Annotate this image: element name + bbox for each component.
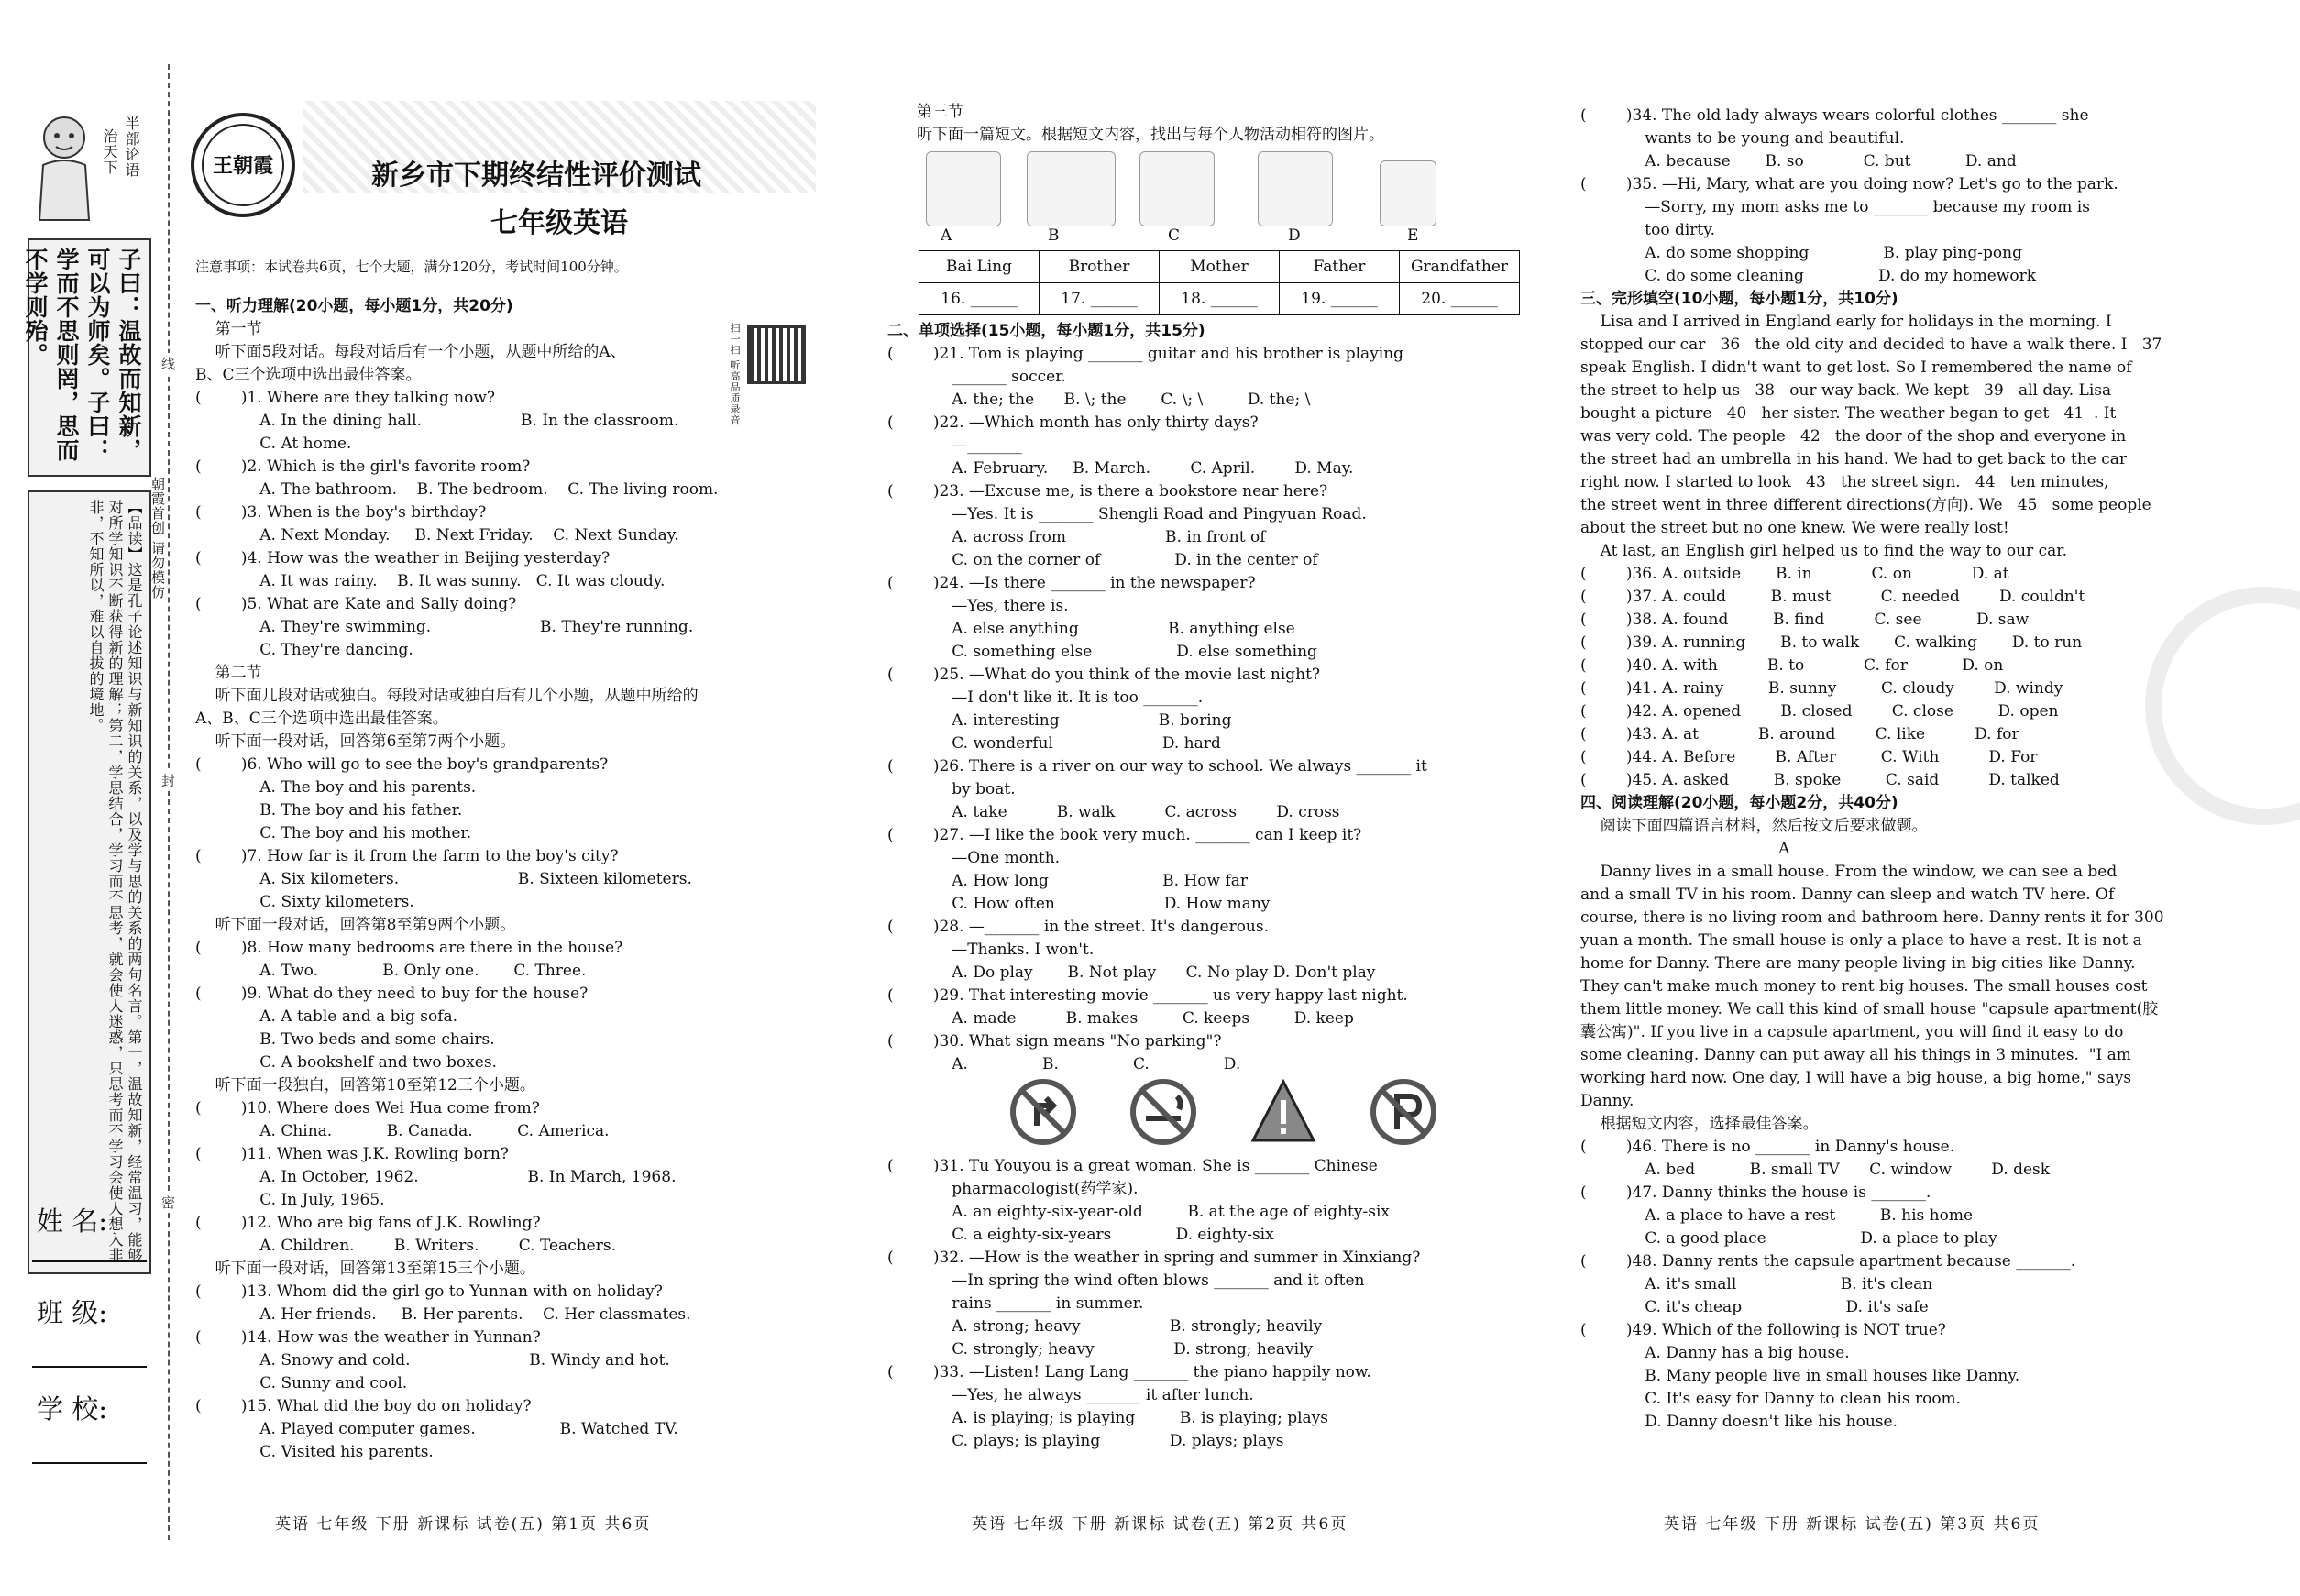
text-line: C. a eighty-six-years D. eighty-six (887, 1226, 1274, 1244)
text-line: ( )46. There is no _______ in Danny's house. (1580, 1138, 1955, 1156)
text-line: ( )45. A. asked B. spoke C. said D. talked (1580, 771, 2060, 789)
text-line: 听下面一段对话，回答第6至第7两个小题。 (195, 732, 516, 751)
text-line: B. The boy and his father. (195, 801, 463, 820)
text-line: ( )6. Who will go to see the boy's grandparents? (195, 755, 609, 774)
text-line: C. It's easy for Danny to clean his room. (1580, 1390, 1962, 1408)
text-line: ( )10. Where does Wei Hua come from? (195, 1099, 540, 1117)
text-line: ( )40. A. with B. to C. for D. on (1580, 656, 2004, 675)
text-line: ( )21. Tom is playing _______ guitar and his brother is playing (887, 345, 1404, 363)
text-line: 听下面一段独白，回答第10至第12三个小题。 (195, 1076, 535, 1095)
text-line: B、C三个选项中选出最佳答案。 (195, 366, 422, 384)
text-line: —_______ (887, 436, 1022, 455)
footer-page2: 英语 七年级 下册 新课标 试卷(五) 第2页 共6页 (972, 1515, 1348, 1534)
quote-box (22, 238, 151, 477)
text-line: C. do some cleaning D. do my homework (1580, 267, 2037, 285)
cut-line (168, 64, 170, 1540)
traffic-signs-row (887, 1076, 1511, 1155)
text-line: ( )28. —_______ in the street. It's dangerous. (887, 918, 1270, 936)
text-line: A. Her friends. B. Her parents. C. Her classmates. (195, 1305, 691, 1324)
text-line: ( )11. When was J.K. Rowling born? (195, 1145, 509, 1163)
text-line: A. Next Monday. B. Next Friday. C. Next Sunday. (195, 526, 679, 545)
text-line: A、B、C三个选项中选出最佳答案。 (195, 710, 448, 728)
text-line: A. The bathroom. B. The bedroom. C. The living room. (195, 480, 719, 499)
text-line: ( )14. How was the weather in Yunnan? (195, 1328, 541, 1347)
text-line: A. because B. so C. but D. and (1580, 152, 2017, 171)
pindu-text: 【品读】这是孔子论述知识与新知识的关系，以及学与思的关系的两句名言。第一，温故知新，经常温习，能够对所学知识不断获得新的理解；第二，学思结合，学习而不思考，就会使人迷惑，只思考而不学习会使人想入非非，不知所以，难以自拔的境地。 (87, 500, 143, 1263)
pic-label-e: E (1407, 226, 1419, 245)
picture-b-icon (1027, 151, 1116, 226)
text-line: 第二节 (195, 664, 262, 682)
text-line: A. Six kilometers. B. Sixteen kilometers. (195, 870, 692, 888)
text-line: 根据短文内容，选择最佳答案。 (1580, 1115, 1819, 1133)
text-line: A. take B. walk C. across D. cross (887, 803, 1340, 821)
listening-section3 (917, 101, 1503, 147)
text-line: them little money. We call this kind of small house "capsule apartment(胶 (1580, 1000, 2159, 1018)
text-line: C. something else D. else something (887, 643, 1317, 661)
text-line: rains _______ in summer. (887, 1294, 1144, 1313)
text-line: 第一节 (195, 320, 262, 338)
text-line: —I don't like it. It is too _______. (887, 688, 1204, 707)
text-line: A. Danny has a big house. (1580, 1344, 1850, 1362)
text-line: 阅读下面四篇语言材料，然后按文后要求做题。 (1580, 817, 1928, 835)
text-line: ( )49. Which of the following is NOT true? (1580, 1321, 1946, 1339)
section-heading: 三、完形填空(10小题，每小题1分，共10分) (1580, 290, 1898, 308)
text-line: the street went in three different directions(方向). We 45 some people (1580, 496, 2151, 514)
exam-note: 注意事项：本试卷共6页，七个大题，满分120分，考试时间100分钟。 (195, 259, 628, 275)
publisher-logo (188, 110, 298, 220)
answer-cell[interactable]: 17. ______ (1040, 283, 1160, 315)
text-line: was very cold. The people 42 the door of the shop and everyone in (1580, 427, 2127, 446)
binding-sidebar (22, 110, 151, 1595)
text-line: speak English. I didn't want to get lost. So I remembered the name of (1580, 358, 2132, 377)
text-line: ( )39. A. running B. to walk C. walking D. to run (1580, 633, 2083, 652)
text-line: C. on the corner of D. in the center of (887, 551, 1318, 569)
text-line: A. The boy and his parents. (195, 778, 477, 797)
text-line: D. Danny doesn't like his house. (1580, 1413, 1898, 1431)
text-line: —In spring the wind often blows _______ and it often (887, 1271, 1365, 1290)
text-line: working hard now. One day, I will have a big house, a big home," says (1580, 1069, 2132, 1087)
text-line: —Yes. It is _______ Shengli Road and Pingyuan Road. (887, 505, 1367, 523)
text-line: bought a picture 40 her sister. The weather began to get 41 . It (1580, 404, 2117, 423)
answer-cell[interactable]: 18. ______ (1160, 283, 1280, 315)
text-line: C. At home. (195, 435, 352, 453)
picture-e-icon (1380, 160, 1436, 226)
section-heading: 一、听力理解(20小题，每小题1分，共20分) (195, 297, 513, 315)
text-line: A. They're swimming. B. They're running. (195, 618, 694, 636)
text-line: ( )42. A. opened B. closed C. close D. open (1580, 702, 2059, 721)
text-line: B. Many people live in small houses like Danny. (1580, 1367, 2020, 1385)
text-line: A. A table and a big sofa. (195, 1007, 458, 1026)
exam-title: 新乡市下期终结性评价测试 (371, 160, 701, 192)
seal-text: 半部论语 (123, 116, 140, 178)
table-name: Grandfather (1400, 251, 1520, 283)
text-line: C. How often D. How many (887, 895, 1271, 913)
text-line: Lisa and I arrived in England early for holidays in the morning. I (1580, 313, 2112, 331)
text-line: A. a place to have a rest B. his home (1580, 1206, 1974, 1225)
no-left-turn-sign-icon (1009, 1078, 1077, 1146)
text-line: A. Two. B. Only one. C. Three. (195, 962, 587, 980)
answer-cell[interactable]: 20. ______ (1400, 283, 1520, 315)
text-line: —One month. (887, 849, 1061, 867)
text-line: ( )26. There is a river on our way to school. We always _______ it (887, 757, 1427, 776)
section3-instr: 听下面一篇短文。根据短文内容，找出与每个人物活动相符的图片。 (917, 126, 1384, 144)
page3-column (1580, 105, 2213, 1434)
text-line: —Yes, there is. (887, 597, 1069, 615)
text-line: A. an eighty-six-year-old B. at the age of eighty-six (887, 1203, 1390, 1221)
text-line: some cleaning. Danny can put away all his things in 3 minutes. "I am (1580, 1046, 2131, 1064)
text-line: ( )3. When is the boy's birthday? (195, 503, 487, 522)
footer-page3: 英语 七年级 下册 新课标 试卷(五) 第3页 共6页 (1664, 1515, 2041, 1534)
footer-page1: 英语 七年级 下册 新课标 试卷(五) 第1页 共6页 (275, 1515, 652, 1534)
school-field[interactable] (32, 1462, 147, 1464)
text-line: home for Danny. There are many people living in big cities like Danny. (1580, 954, 2136, 973)
text-line: —Thanks. I won't. (887, 941, 1095, 959)
text-line: A. interesting B. boring (887, 711, 1232, 730)
table-name: Bai Ling (919, 251, 1040, 283)
text-line: pharmacologist(药学家). (887, 1180, 1139, 1198)
text-line: ( )31. Tu Youyou is a great woman. She is _______ Chinese (887, 1157, 1378, 1175)
no-smoking-sign-icon (1129, 1078, 1197, 1146)
text-line: A. Played computer games. B. Watched TV. (195, 1420, 678, 1438)
cut-char-xian: 线 (159, 353, 178, 374)
text-line: C. strongly; heavy D. strong; heavily (887, 1340, 1314, 1359)
text-line: They can't make much money to rent big houses. The small houses cost (1580, 977, 2148, 996)
text-line: ( )23. —Excuse me, is there a bookstore near here? (887, 482, 1328, 501)
text-line: ( )27. —I like the book very much. _______ can I keep it? (887, 826, 1362, 844)
exam-subtitle: 七年级英语 (490, 207, 628, 239)
text-line: 听下面一段对话，回答第13至第15三个小题。 (195, 1260, 535, 1278)
table-name: Father (1280, 251, 1400, 283)
text-line: ( )1. Where are they talking now? (195, 389, 495, 407)
text-line: wants to be young and beautiful. (1580, 129, 1905, 148)
text-line: ( )2. Which is the girl's favorite room? (195, 457, 531, 476)
text-line: C. In July, 1965. (195, 1191, 385, 1209)
text-line: C. it's cheap D. it's safe (1580, 1298, 1929, 1316)
confucius-quote: 子曰：温故而知新，可以为师矣。子曰：学而不思则罔，思而不学则殆。 (22, 248, 142, 462)
text-line: the street had an umbrella in his hand. We had to get back to the car (1580, 450, 2128, 468)
section-heading: 四、阅读理解(20小题，每小题2分，共40分) (1580, 794, 1898, 812)
text-line: A. the; the B. \; the C. \; \ D. the; \ (887, 391, 1311, 409)
text-line: A. B. C. D. (887, 1055, 1241, 1073)
text-line: ( )38. A. found B. find C. see D. saw (1580, 611, 2030, 629)
text-line: C. plays; is playing D. plays; plays (887, 1432, 1284, 1450)
cut-char-mi: 密 (159, 1192, 178, 1213)
text-line: ( )34. The old lady always wears colorful clothes _______ she (1580, 106, 2089, 125)
warning-sign-icon (1249, 1078, 1317, 1146)
text-line: ( )25. —What do you think of the movie last night? (887, 666, 1321, 684)
text-line: ( )35. —Hi, Mary, what are you doing now? Let's go to the park. (1580, 175, 2118, 193)
text-line: ( )37. A. could B. must C. needed D. couldn't (1580, 588, 2085, 606)
no-parking-sign-icon (1370, 1078, 1437, 1146)
text-line: C. A bookshelf and two boxes. (195, 1053, 497, 1072)
page2-column (887, 320, 1511, 1453)
section3-heading: 第三节 (917, 103, 963, 121)
answer-cell[interactable]: 19. ______ (1280, 283, 1400, 315)
table-name: Brother (1040, 251, 1160, 283)
text-line: ( )13. Whom did the girl go to Yunnan with on holiday? (195, 1282, 663, 1301)
text-line: ( )12. Who are big fans of J.K. Rowling? (195, 1214, 541, 1232)
text-line: C. Sixty kilometers. (195, 893, 414, 911)
text-line: course, there is no living room and bathroom here. Danny rents it for 300 (1580, 908, 2164, 927)
text-line: too dirty. (1580, 221, 1715, 239)
text-line: —Sorry, my mom asks me to _______ because my room is (1580, 198, 2090, 216)
text-line: ( )41. A. rainy B. sunny C. cloudy D. windy (1580, 679, 2063, 698)
text-line: ( )5. What are Kate and Sally doing? (195, 595, 517, 613)
text-line: stopped our car 36 the old city and decided to have a walk there. I 37 (1580, 336, 2173, 354)
text-line: ( )7. How far is it from the farm to the boy's city? (195, 847, 619, 865)
text-line: 听下面5段对话。每段对话后有一个小题，从题中所给的A、 (195, 343, 626, 361)
text-line: A. In the dining hall. B. In the classroom. (195, 412, 679, 430)
text-line: ( )8. How many bedrooms are there in the house? (195, 939, 623, 957)
text-line: _______ soccer. (887, 368, 1066, 386)
picture-a-icon (926, 151, 1001, 226)
text-line: yuan a month. The small house is only a place to have a rest. It is not a (1580, 931, 2142, 950)
text-line: B. Two beds and some chairs. (195, 1030, 495, 1049)
text-line: ( )29. That interesting movie _______ us very happy last night. (887, 986, 1408, 1005)
text-line: A. Children. B. Writers. C. Teachers. (195, 1237, 616, 1255)
text-line: A. strong; heavy B. strongly; heavily (887, 1317, 1323, 1336)
text-line: right now. I started to look 43 the street sign. 44 ten minutes, (1580, 473, 2109, 491)
class-label: 班 级: (37, 1297, 107, 1328)
pindu-box (28, 490, 151, 1274)
text-line: —Yes, he always _______ it after lunch. (887, 1386, 1254, 1404)
text-line: A. China. B. Canada. C. America. (195, 1122, 610, 1140)
picture-c-icon (1139, 151, 1215, 226)
text-line: ( )9. What do they need to buy for the house? (195, 985, 589, 1003)
text-line: ( )30. What sign means "No parking"? (887, 1032, 1222, 1051)
pic-label-c: C (1168, 226, 1181, 245)
text-line: A. How long B. How far (887, 872, 1249, 890)
text-line: A. Do play B. Not play C. No play D. Don't play (887, 963, 1376, 982)
text-line: ( )15. What did the boy do on holiday? (195, 1397, 532, 1415)
picture-answer-table (919, 250, 1520, 315)
page1-column (195, 295, 791, 1464)
answer-cell[interactable]: 16. ______ (919, 283, 1040, 315)
picture-row (917, 151, 1494, 252)
text-line: 听下面一段对话，回答第8至第9两个小题。 (195, 916, 516, 934)
text-line: A. February. B. March. C. April. D. May. (887, 459, 1354, 478)
text-line: ( )33. —Listen! Lang Lang _______ the piano happily now. (887, 1363, 1371, 1381)
text-line: C. The boy and his mother. (195, 824, 472, 842)
class-field[interactable] (32, 1366, 147, 1368)
text-line: A. it's small B. it's clean (1580, 1275, 1933, 1293)
text-line: A. It was rainy. B. It was sunny. C. It was cloudy. (195, 572, 666, 590)
name-label: 姓 名: (37, 1205, 107, 1237)
text-line: A (1580, 840, 1790, 858)
seal-text-2: 治天下 (101, 128, 118, 175)
text-line: about the street but no one knew. We were really lost! (1580, 519, 2009, 537)
text-line: C. Visited his parents. (195, 1443, 434, 1461)
text-line: ( )4. How was the weather in Beijing yesterday? (195, 549, 611, 567)
text-line: Danny lives in a small house. From the window, we can see a bed (1580, 863, 2118, 881)
text-line: At last, an English girl helped us to find the way to our car. (1580, 542, 2067, 560)
text-line: A. across from B. in front of (887, 528, 1266, 546)
text-line: A. In October, 1962. B. In March, 1968. (195, 1168, 677, 1186)
vertical-note: 朝霞首创 请勿模仿 (149, 477, 166, 600)
text-line: 囊公寓)". If you live in a capsule apartment, you will find it easy to do (1580, 1023, 2124, 1041)
table-name: Mother (1160, 251, 1280, 283)
text-line: by boat. (887, 780, 1016, 798)
text-line: ( )44. A. Before B. After C. With D. For (1580, 748, 2038, 766)
text-line: C. They're dancing. (195, 641, 413, 659)
text-line: A. do some shopping B. play ping-pong (1580, 244, 2023, 262)
text-line: ( )48. Danny rents the capsule apartment because _______. (1580, 1252, 2076, 1271)
logo-text: 王朝霞 (212, 154, 273, 178)
text-line: A. bed B. small TV C. window D. desk (1580, 1161, 2051, 1179)
text-line: A. Snowy and cold. B. Windy and hot. (195, 1351, 670, 1370)
section-heading: 二、单项选择(15小题，每小题1分，共15分) (887, 322, 1205, 340)
text-line: ( )22. —Which month has only thirty days? (887, 413, 1259, 432)
pic-label-b: B (1048, 226, 1060, 245)
cut-char-feng: 封 (159, 770, 178, 791)
text-line: C. Sunny and cool. (195, 1374, 408, 1392)
text-line: ( )32. —How is the weather in spring and summer in Xinxiang? (887, 1249, 1421, 1267)
text-line: A. else anything B. anything else (887, 620, 1295, 638)
pic-label-d: D (1288, 226, 1301, 245)
name-field[interactable] (32, 1260, 147, 1262)
picture-d-icon (1258, 151, 1333, 226)
text-line: C. a good place D. a place to play (1580, 1229, 1997, 1248)
text-line: ( )36. A. outside B. in C. on D. at (1580, 565, 2009, 583)
qr-caption: 扫一扫 听高品质录音 (729, 323, 741, 426)
text-line: the street to help us 38 our way back. We kept 39 all day. Lisa (1580, 381, 2112, 400)
text-line: ( )43. A. at B. around C. like D. for (1580, 725, 2019, 743)
text-line: A. is playing; is playing B. is playing; plays (887, 1409, 1328, 1427)
text-line: Danny. (1580, 1092, 1634, 1110)
text-line: ( )24. —Is there _______ in the newspaper? (887, 574, 1256, 592)
text-line: and a small TV in his room. Danny can sleep and watch TV here. Of (1580, 886, 2115, 904)
text-line: C. wonderful D. hard (887, 734, 1221, 753)
text-line: ( )47. Danny thinks the house is _______. (1580, 1183, 1931, 1202)
text-line: A. made B. makes C. keeps D. keep (887, 1009, 1354, 1028)
school-label: 学 校: (37, 1393, 107, 1425)
pic-label-a: A (941, 226, 952, 245)
text-line: 听下面几段对话或独白。每段对话或独白后有几个小题，从题中所给的 (195, 687, 699, 705)
